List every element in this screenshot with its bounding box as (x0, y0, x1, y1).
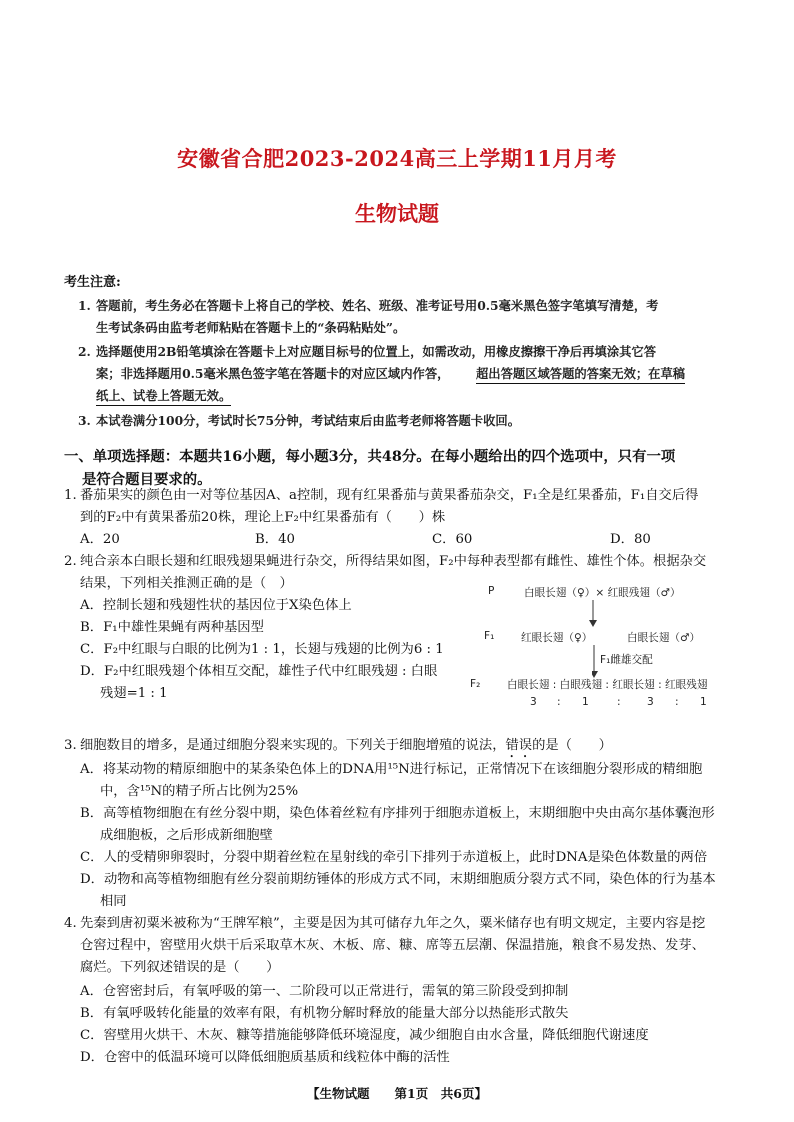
option-c: C．60 (432, 532, 473, 547)
notice-text: 答题前，考生务必在答题卡上将自己的学校、姓名、班级、准考证号用0.5毫米黑色签字笔填写清楚，考 (96, 298, 659, 313)
notice-num: 1. (78, 298, 91, 313)
option-b: B．F₁中雄性果蝇有两种基因型 (80, 620, 264, 635)
notice-heading: 考生注意: (64, 275, 121, 290)
question-text: 纯合亲本白眼长翅和红眼残翅果蝇进行杂交，所得结果如图，F₂中每种表型都有雌性、雄性个体。根据杂交 (80, 554, 707, 569)
diagram-f1-label: F₁ (484, 630, 495, 642)
question-number: 3. (64, 738, 77, 753)
diagram-p-text: 白眼长翅（♀）× 红眼残翅（♂） (524, 587, 681, 599)
notice-text: 本试卷满分100分，考试时长75分钟，考试结束后由监考老师将答题卡收回。 (96, 413, 520, 428)
section-line: 是符合题目要求的。 (82, 471, 212, 488)
question-text (80, 735, 612, 761)
diagram-f2-label: F₂ (470, 678, 481, 690)
question-text: 仓窖过程中，窖壁用火烘干后采取草木灰、木板、席、糠、席等五层潮、保温措施，粮食不易发热、发芽、 (80, 938, 705, 953)
option-d-cont: 残翅=1 : 1 (100, 686, 168, 701)
option-d-cont: 相同 (100, 894, 127, 909)
option-c: C．窖壁用火烘干、木灰、糠等措施能够降低环境湿度，减少细胞自由水含量，降低细胞代谢速度 (80, 1028, 649, 1043)
diagram-cross-note: F₁雌雄交配 (600, 654, 653, 666)
option-a-cont: 中，含¹⁵N的精子所占比例为25% (100, 784, 299, 799)
option-c: C．人的受精卵卵裂时，分裂中期着丝粒在星射线的牵引下排列于赤道板上，此时DNA是染色体数量的两倍 (80, 850, 708, 865)
page-footer: 【生物试题 第1页 共6页】 (307, 1086, 487, 1101)
notice-text: 生考试条码由监考老师粘贴在答题卡上的“条码粘贴处”。 (96, 320, 406, 335)
option-b: B．40 (255, 532, 295, 547)
option-c: C．F₂中红眼与白眼的比例为1 : 1，长翅与残翅的比例为6 : 1 (80, 642, 444, 657)
notice-text: 选择题使用2B铅笔填涂在答题卡上对应题目标号的位置上，如需改动，用橡皮擦擦干净后再填涂其它答 (96, 344, 657, 359)
option-b: B．高等植物细胞在有丝分裂中期，染色体着丝粒有序排列于细胞赤道板上，末期细胞中央由高尔基体囊泡形 (80, 806, 715, 821)
diagram-ratio: 1 (700, 696, 707, 708)
notice-num: 2. (78, 344, 91, 359)
notice-emphasis: 超出答题区域答题的答案无效；在草稿 (476, 365, 685, 384)
option-d: D．F₂中红眼残翅个体相互交配，雄性子代中红眼残翅 : 白眼 (80, 664, 438, 679)
diagram-f1-right: 白眼长翅（♂） (627, 632, 701, 644)
option-a: A．控制长翅和残翅性状的基因位于X染色体上 (80, 598, 352, 613)
question-text: 腐烂。下列叙述错误的是（ ） (80, 960, 280, 975)
question-text: 到的F₂中有黄果番茄20株，理论上F₂中红果番茄有（ ）株 (80, 510, 446, 525)
diagram-p-label: P (488, 585, 495, 597)
option-d: D．仓窖中的低温环境可以降低细胞质基质和线粒体中酶的活性 (80, 1050, 450, 1065)
question-text-part: 的是（ ） (532, 738, 612, 753)
option-a: A．20 (80, 532, 120, 547)
page-title: 安徽省合肥2023-2024高三上学期11月月考 (177, 146, 617, 171)
section-line: 一、单项选择题：本题共16小题，每小题3分，共48分。在每小题给出的四个选项中，只有一项 (64, 448, 676, 465)
page-subtitle: 生物试题 (355, 201, 439, 226)
option-a: A．将某动物的精原细胞中的某条染色体上的DNA用¹⁵N进行标记，正常情况下在该细胞分裂形成的精细胞 (80, 762, 703, 777)
diagram-f1-left: 红眼长翅（♀） (521, 632, 593, 644)
arrow-down-icon (585, 600, 601, 628)
notice-emphasis: 纸上、试卷上答题无效。 (96, 387, 231, 406)
option-a: A．仓窖密封后，有氧呼吸的第一、二阶段可以正常进行，需氧的第三阶段受到抑制 (80, 984, 569, 999)
option-b: B．有氧呼吸转化能量的效率有限，有机物分解时释放的能量大部分以热能形式散失 (80, 1006, 569, 1021)
question-number: 1. (64, 488, 77, 503)
diagram-ratio: 3 (530, 696, 537, 708)
question-text: 结果，下列相关推测正确的是（ ） (80, 576, 293, 591)
notice-text: 案；非选择题用0.5毫米黑色签字笔在答题卡的对应区域内作答， (96, 366, 450, 381)
diagram-ratio: 3 (647, 696, 654, 708)
question-number: 4. (64, 916, 77, 931)
diagram-f2-text: 白眼长翅 : 白眼残翅 : 红眼长翅 : 红眼残翅 (507, 679, 708, 691)
diagram-ratio: : (557, 696, 561, 708)
diagram-ratio: 1 (582, 696, 589, 708)
option-b-cont: 成细胞板，之后形成新细胞壁 (100, 828, 273, 843)
emphasis-wrong: 错误 (505, 738, 533, 753)
question-number: 2. (64, 554, 77, 569)
option-d: D．80 (610, 532, 651, 547)
question-text: 番茄果实的颜色由一对等位基因A、a控制，现有红果番茄与黄果番茄杂交，F₁全是红果番茄，F₁自交后得 (80, 488, 699, 503)
diagram-ratio: : (675, 696, 679, 708)
question-text-part: 细胞数目的增多，是通过细胞分裂来实现的。下列关于细胞增殖的说法， (80, 738, 506, 753)
question-text: 先秦到唐初粟米被称为“王牌军粮”，主要是因为其可储存九年之久，粟米储存也有明文规定，主要内容是挖 (80, 916, 706, 931)
option-d: D．动物和高等植物细胞有丝分裂前期纺锤体的形成方式不同，末期细胞质分裂方式不同，染色体的行为基本 (80, 872, 716, 887)
diagram-ratio: : (617, 696, 621, 708)
notice-num: 3. (78, 413, 91, 428)
